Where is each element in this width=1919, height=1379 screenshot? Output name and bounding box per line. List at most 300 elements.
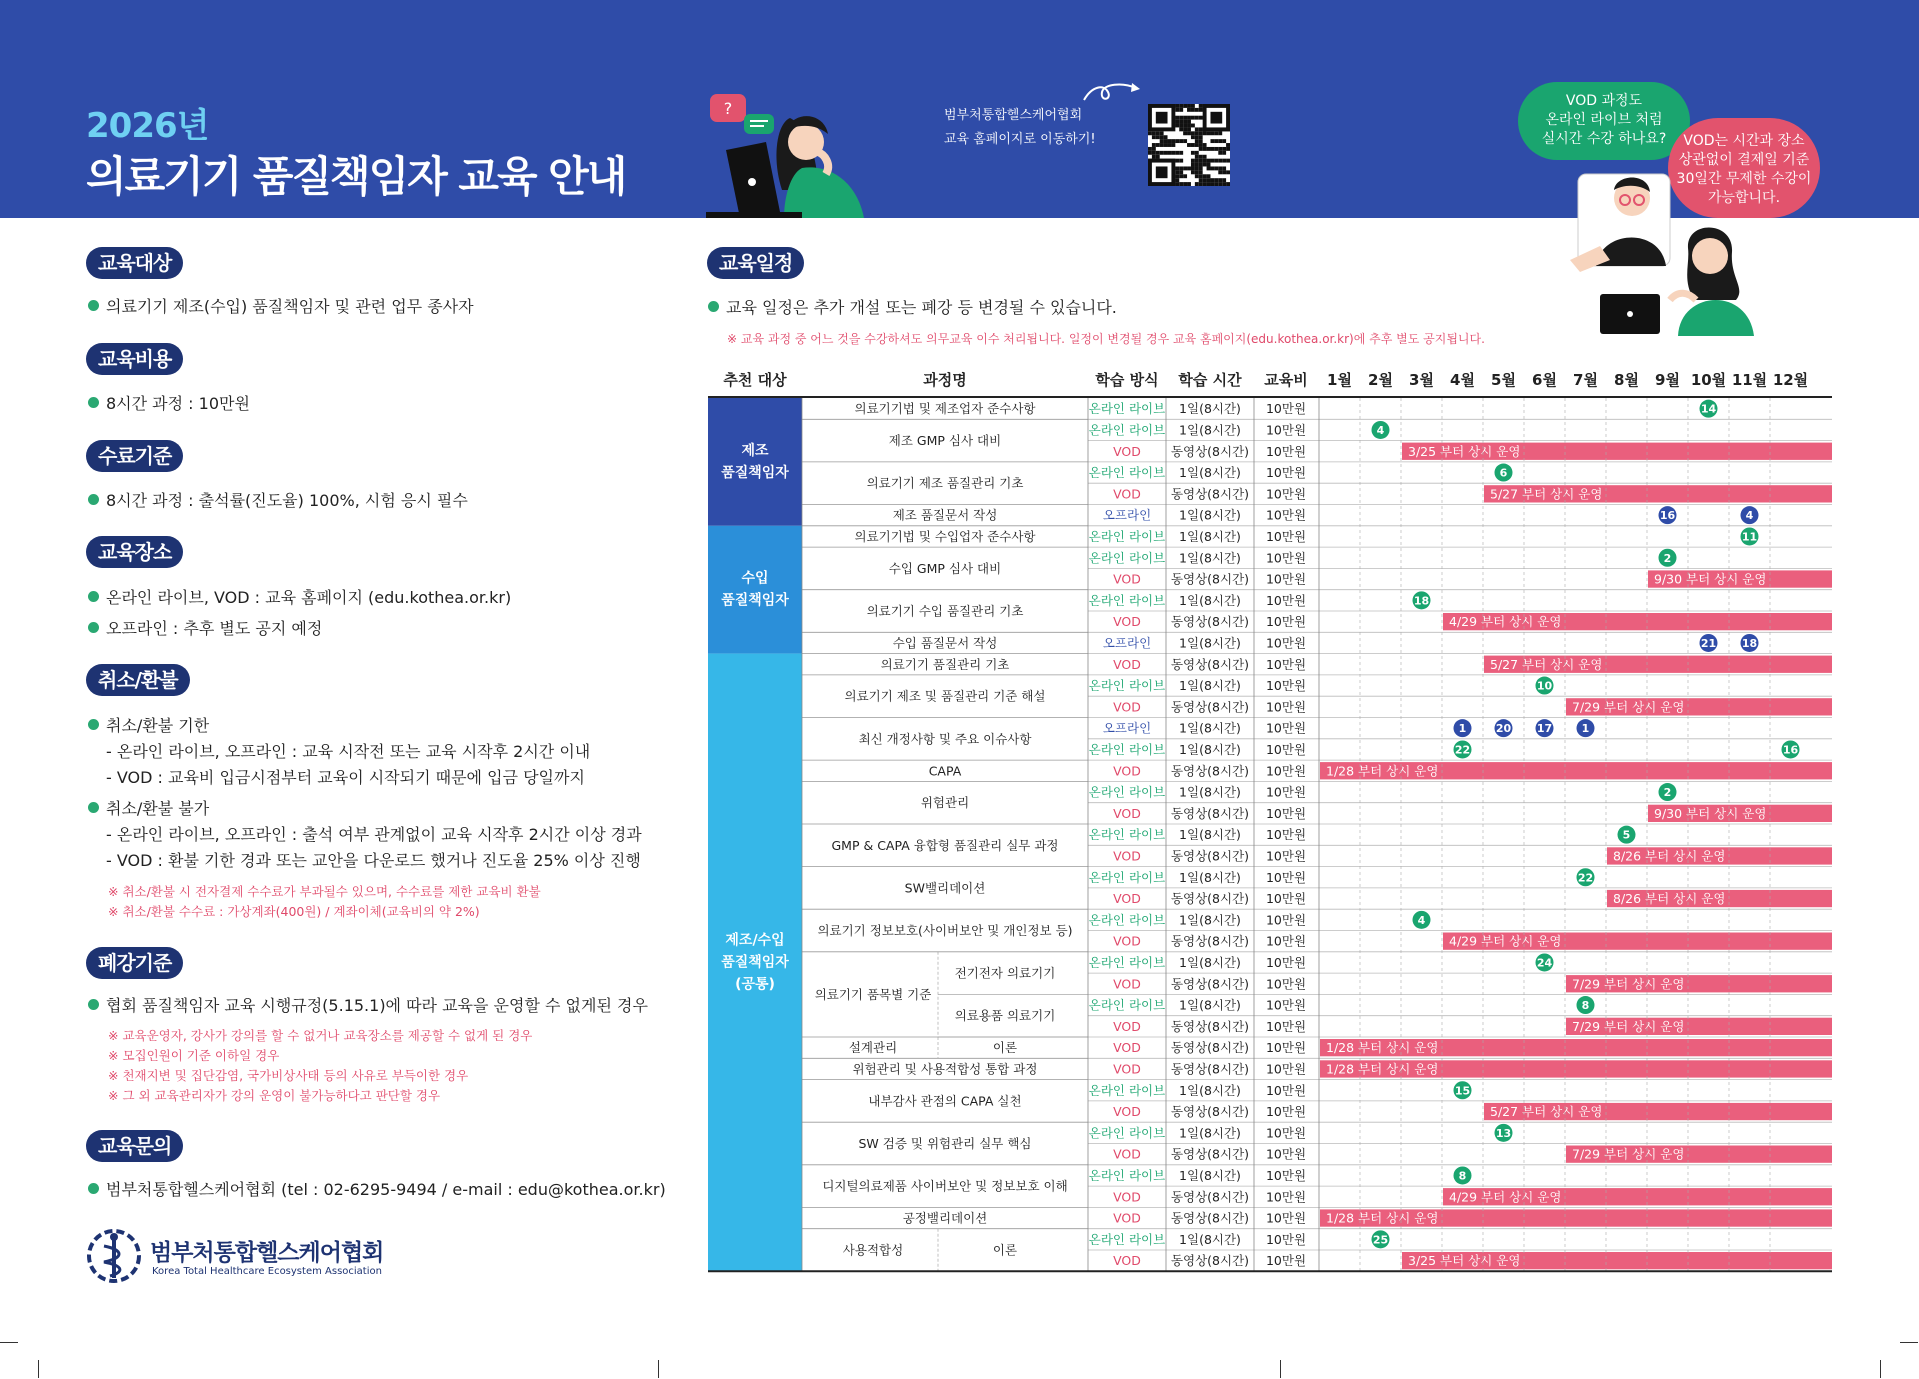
method-cell: 온라인 라이브 [1088, 954, 1166, 970]
time-cell: 1일(8시간) [1179, 912, 1241, 928]
schedule-note: ※ 교육 과정 중 어느 것을 수강하셔도 의무교육 이수 처리됩니다. 일정이 변경될 경우 교육 홈페이지(edu.kothea.or.kr)에 추후 별도 공지됩니다. [727, 332, 1485, 346]
crop-mark [38, 1360, 39, 1378]
svg-text:?: ? [723, 99, 733, 118]
method-cell: 온라인 라이브 [1088, 422, 1166, 438]
fee-cell: 10만원 [1265, 699, 1307, 715]
time-cell: 동영상(8시간) [1170, 1189, 1250, 1205]
schedule-subtitle: 교육 일정은 추가 개설 또는 폐강 등 변경될 수 있습니다. [726, 298, 1117, 317]
session-date-text: 18 [1741, 636, 1758, 650]
vod-availability-label: 4/29 부터 상시 운영 [1449, 614, 1562, 630]
qr-caption-line: 교육 홈페이지로 이동하기! [944, 132, 1096, 147]
time-cell: 동영상(8시간) [1170, 486, 1250, 502]
course-sub-name: 이론 [992, 1242, 1018, 1258]
table-header: 12월 [1772, 371, 1809, 389]
session-date-text: 2 [1663, 786, 1672, 800]
course-name: 의료기기 품목별 기준 [814, 986, 932, 1002]
fee-cell: 10만원 [1265, 486, 1307, 502]
bubble-line: 가능합니다. [1707, 190, 1781, 206]
method-cell: VOD [1113, 848, 1141, 864]
bullet-text [88, 488, 468, 511]
method-cell: VOD [1113, 976, 1141, 992]
target-group-label: 수입 [741, 570, 769, 587]
bullet-text [88, 391, 250, 414]
time-cell: 1일(8시간) [1179, 635, 1241, 651]
time-cell: 동영상(8시간) [1170, 1040, 1250, 1056]
course-name: 의료기기 수입 품질관리 기초 [866, 603, 1024, 619]
schedule-grid [708, 362, 1832, 1277]
table-header: 3월 [1409, 371, 1434, 389]
contact-text: 범부처통합헬스케어협회 (tel : 02-6295-9494 / e-mail : edu@kothea.or.kr) [106, 1180, 666, 1199]
time-cell: 동영상(8시간) [1170, 699, 1250, 715]
method-cell: 온라인 라이브 [1088, 1125, 1166, 1141]
session-date-text: 4 [1417, 913, 1426, 927]
method-cell: VOD [1113, 486, 1141, 502]
people-chatting-illustration [1570, 160, 1830, 336]
time-cell: 동영상(8시간) [1170, 805, 1250, 821]
table-header: 6월 [1532, 371, 1557, 389]
bullet-text [88, 796, 209, 819]
no-refund: 취소/환불 불가 [106, 799, 210, 818]
fee-cell: 10만원 [1265, 443, 1307, 459]
course-name: 제조 품질문서 작성 [892, 507, 998, 523]
fee-cell: 10만원 [1265, 1018, 1307, 1034]
fee-cell: 10만원 [1265, 422, 1307, 438]
bullet-text [88, 993, 648, 1016]
bullet-text [88, 616, 322, 639]
method-cell: VOD [1113, 1146, 1141, 1162]
cancel-note: ※ 그 외 교육관리자가 강의 운영이 불가능하다고 판단할 경우 [108, 1088, 441, 1103]
session-date-text: 8 [1458, 1169, 1467, 1183]
table-header: 11월 [1731, 371, 1768, 389]
target-text: 의료기기 제조(수입) 품질책임자 및 관련 업무 종사자 [106, 297, 474, 316]
venue-offline: 오프라인 : 추후 별도 공지 예정 [106, 619, 323, 638]
fee-cell: 10만원 [1265, 1253, 1307, 1269]
method-cell: VOD [1113, 699, 1141, 715]
method-cell: 온라인 라이브 [1088, 869, 1166, 885]
method-cell: VOD [1113, 1189, 1141, 1205]
bullet-dot [88, 591, 99, 602]
fee-cell: 10만원 [1265, 933, 1307, 949]
crop-mark [658, 1360, 659, 1378]
session-date-text: 22 [1577, 871, 1594, 885]
table-header: 교육비 [1264, 371, 1308, 389]
session-date-text: 1 [1458, 722, 1467, 736]
method-cell: 오프라인 [1102, 635, 1152, 651]
qr-caption [944, 104, 1096, 152]
speech-bubble-question [1518, 82, 1690, 160]
schedule-table [708, 362, 1832, 1277]
time-cell: 동영상(8시간) [1170, 1018, 1250, 1034]
vod-availability-label: 7/29 부터 상시 운영 [1572, 976, 1685, 992]
fee-cell: 10만원 [1265, 571, 1307, 587]
time-cell: 동영상(8시간) [1170, 656, 1250, 672]
section-title-cancel: 폐강기준 [86, 947, 183, 979]
fee-cell: 10만원 [1265, 891, 1307, 907]
fee-cell: 10만원 [1265, 997, 1307, 1013]
course-name: 최신 개정사항 및 주요 이슈사항 [858, 731, 1032, 747]
method-cell: 온라인 라이브 [1088, 784, 1166, 800]
course-name: 의료기기 제조 및 품질관리 기준 해설 [844, 688, 1046, 704]
section-title-refund: 취소/환불 [86, 664, 190, 696]
table-header: 9월 [1655, 371, 1680, 389]
bullet-dot [88, 494, 99, 505]
method-cell: 온라인 라이브 [1088, 678, 1166, 694]
bullet-text [88, 585, 511, 608]
time-cell: 1일(8시간) [1179, 1231, 1241, 1247]
course-name: 의료기기 제조 품질관리 기초 [866, 475, 1024, 491]
session-date-text: 16 [1659, 509, 1676, 523]
session-date-text: 14 [1700, 402, 1717, 416]
fee-cell: 10만원 [1265, 528, 1307, 544]
arrow-swirl-icon [1082, 80, 1142, 104]
method-cell: VOD [1113, 1040, 1141, 1056]
method-cell: VOD [1113, 1210, 1141, 1226]
time-cell: 1일(8시간) [1179, 528, 1241, 544]
method-cell: 온라인 라이브 [1088, 1167, 1166, 1183]
fee-cell: 10만원 [1265, 720, 1307, 736]
fee-cell: 10만원 [1265, 954, 1307, 970]
bullet-dot [708, 301, 719, 312]
method-cell: 온라인 라이브 [1088, 1082, 1166, 1098]
method-cell: 온라인 라이브 [1088, 528, 1166, 544]
target-group-cell [708, 526, 802, 654]
time-cell: 동영상(8시간) [1170, 1104, 1250, 1120]
bubble-line: 온라인 라이브 처럼 [1545, 112, 1663, 128]
method-cell: 오프라인 [1102, 507, 1152, 523]
course-name: 의료기기 정보보호(사이버보안 및 개인정보 등) [817, 923, 1073, 938]
vod-availability-label: 4/29 부터 상시 운영 [1449, 1189, 1562, 1205]
target-group-label: 제조/수입 [725, 932, 785, 949]
section-title-cost: 교육비용 [86, 343, 183, 375]
method-cell: VOD [1113, 614, 1141, 630]
table-header: 8월 [1614, 371, 1639, 389]
time-cell: 1일(8시간) [1179, 401, 1241, 417]
time-cell: 동영상(8시간) [1170, 976, 1250, 992]
course-sub-name: 전기전자 의료기기 [954, 965, 1056, 981]
session-date-text: 11 [1741, 530, 1758, 544]
fee-cell: 10만원 [1265, 1167, 1307, 1183]
time-cell: 동영상(8시간) [1170, 763, 1250, 779]
fee-cell: 10만원 [1265, 656, 1307, 672]
no-refund-detail: - VOD : 환불 기한 경과 또는 교안을 다운로드 했거나 진도율 25% 이상 진행 [106, 851, 641, 870]
method-cell: VOD [1113, 571, 1141, 587]
session-date-text: 22 [1454, 743, 1471, 757]
method-cell: 온라인 라이브 [1088, 1231, 1166, 1247]
fee-cell: 10만원 [1265, 401, 1307, 417]
fee-cell: 10만원 [1265, 1125, 1307, 1141]
bubble-line: 상관없이 결제일 기준 [1678, 152, 1810, 168]
method-cell: 온라인 라이브 [1088, 997, 1166, 1013]
time-cell: 동영상(8시간) [1170, 1253, 1250, 1269]
cancel-note: ※ 교육운영자, 강사가 강의를 할 수 없거나 교육장소를 제공할 수 없게 된 경우 [108, 1028, 533, 1043]
method-cell: VOD [1113, 763, 1141, 779]
session-date-text: 6 [1499, 466, 1508, 480]
vod-availability-label: 1/28 부터 상시 운영 [1326, 1210, 1439, 1226]
section-title-completion: 수료기준 [86, 440, 183, 472]
vod-availability-label: 7/29 부터 상시 운영 [1572, 699, 1685, 715]
course-name: 수입 GMP 심사 대비 [888, 560, 1002, 576]
session-date-text: 8 [1581, 999, 1590, 1013]
time-cell: 동영상(8시간) [1170, 1210, 1250, 1226]
vod-availability-label: 9/30 부터 상시 운영 [1654, 805, 1767, 821]
course-name: 설계관리 [848, 1040, 898, 1056]
method-cell: VOD [1113, 805, 1141, 821]
fee-cell: 10만원 [1265, 805, 1307, 821]
method-cell: 온라인 라이브 [1088, 912, 1166, 928]
refund-deadline-detail: - 온라인 라이브, 오프라인 : 교육 시작전 또는 교육 시작후 2시간 이내 [106, 742, 591, 761]
time-cell: 1일(8시간) [1179, 741, 1241, 757]
method-cell: 온라인 라이브 [1088, 465, 1166, 481]
bullet-dot [88, 999, 99, 1010]
refund-deadline: 취소/환불 기한 [106, 716, 210, 735]
fee-cell: 10만원 [1265, 1082, 1307, 1098]
time-cell: 동영상(8시간) [1170, 443, 1250, 459]
fee-cell: 10만원 [1265, 635, 1307, 651]
course-name: 디지털의료제품 사이버보안 및 정보보호 이해 [822, 1178, 1068, 1194]
fee-cell: 10만원 [1265, 784, 1307, 800]
method-cell: 온라인 라이브 [1088, 827, 1166, 843]
time-cell: 동영상(8시간) [1170, 933, 1250, 949]
bullet-text [88, 1177, 666, 1200]
course-name: 수입 품질문서 작성 [892, 635, 998, 651]
method-cell: VOD [1113, 1104, 1141, 1120]
time-cell: 1일(8시간) [1179, 784, 1241, 800]
target-group-label: 품질책임자 [721, 592, 789, 609]
session-date-text: 24 [1536, 956, 1553, 970]
time-cell: 1일(8시간) [1179, 550, 1241, 566]
vod-availability-label: 1/28 부터 상시 운영 [1326, 1040, 1439, 1056]
method-cell: 온라인 라이브 [1088, 741, 1166, 757]
venue-online: 온라인 라이브, VOD : 교육 홈페이지 (edu.kothea.or.kr) [106, 588, 512, 607]
bullet-dot [88, 719, 99, 730]
session-date-text: 4 [1376, 423, 1385, 437]
cost-text: 8시간 과정 : 10만원 [106, 394, 250, 413]
session-date-text: 2 [1663, 551, 1672, 565]
method-cell: 온라인 라이브 [1088, 550, 1166, 566]
time-cell: 1일(8시간) [1179, 827, 1241, 843]
time-cell: 1일(8시간) [1179, 678, 1241, 694]
vod-availability-label: 5/27 부터 상시 운영 [1490, 1104, 1603, 1120]
method-cell: 온라인 라이브 [1088, 401, 1166, 417]
bullet-text [708, 295, 1117, 318]
bullet-dot [88, 802, 99, 813]
fee-cell: 10만원 [1265, 1104, 1307, 1120]
fee-cell: 10만원 [1265, 827, 1307, 843]
time-cell: 1일(8시간) [1179, 720, 1241, 736]
time-cell: 1일(8시간) [1179, 869, 1241, 885]
fee-cell: 10만원 [1265, 912, 1307, 928]
course-name: 의료기기법 및 수입업자 준수사항 [854, 528, 1036, 544]
table-header: 1월 [1327, 371, 1352, 389]
bubble-line: 30일간 무제한 수강이 [1676, 171, 1812, 187]
target-group-label: 품질책임자 [721, 464, 789, 481]
course-name: SW밸리데이션 [904, 880, 986, 896]
fee-cell: 10만원 [1265, 592, 1307, 608]
year-label: 2026년 [86, 106, 209, 146]
bullet-text [88, 294, 474, 317]
vod-availability-label: 4/29 부터 상시 운영 [1449, 933, 1562, 949]
table-header: 2월 [1368, 371, 1393, 389]
time-cell: 1일(8시간) [1179, 1167, 1241, 1183]
bubble-line: VOD 과정도 [1565, 93, 1643, 109]
course-name: 내부감사 관점의 CAPA 실천 [868, 1093, 1022, 1109]
crop-mark [1880, 1360, 1881, 1378]
session-date-text: 16 [1782, 743, 1799, 757]
session-date-text: 13 [1495, 1126, 1512, 1140]
fee-cell: 10만원 [1265, 869, 1307, 885]
fee-cell: 10만원 [1265, 1231, 1307, 1247]
method-cell: VOD [1113, 1253, 1141, 1269]
session-date-text: 21 [1700, 636, 1717, 650]
time-cell: 1일(8시간) [1179, 1082, 1241, 1098]
bubble-line: VOD는 시간과 장소 [1683, 133, 1805, 149]
fee-cell: 10만원 [1265, 1189, 1307, 1205]
session-date-text: 25 [1372, 1233, 1389, 1247]
section-title-venue: 교육장소 [86, 536, 183, 568]
vod-availability-label: 1/28 부터 상시 운영 [1326, 1061, 1439, 1077]
course-name: 사용적합성 [842, 1242, 904, 1258]
vod-availability-label: 8/26 부터 상시 운영 [1613, 891, 1726, 907]
course-sub-name: 의료용품 의료기기 [954, 1008, 1056, 1024]
course-name: 위험관리 및 사용적합성 통합 과정 [852, 1061, 1038, 1077]
fee-cell: 10만원 [1265, 1210, 1307, 1226]
session-date-text: 15 [1454, 1084, 1471, 1098]
fee-cell: 10만원 [1265, 1061, 1307, 1077]
table-header: 학습 시간 [1178, 371, 1242, 389]
course-name: 제조 GMP 심사 대비 [888, 433, 1002, 449]
crop-mark [0, 1342, 18, 1343]
refund-note: ※ 취소/환불 수수료 : 가상계좌(400원) / 계좌이체(교육비의 약 2%) [108, 904, 480, 919]
method-cell: VOD [1113, 933, 1141, 949]
target-group-cell [708, 398, 802, 526]
qr-caption-line: 범부처통합헬스케어협회 [944, 108, 1083, 123]
fee-cell: 10만원 [1265, 1146, 1307, 1162]
time-cell: 동영상(8시간) [1170, 1061, 1250, 1077]
completion-text: 8시간 과정 : 출석률(진도율) 100%, 시험 응시 필수 [106, 491, 468, 510]
time-cell: 동영상(8시간) [1170, 571, 1250, 587]
course-name: 공정밸리데이션 [902, 1210, 988, 1226]
session-date-text: 18 [1413, 594, 1430, 608]
session-date-text: 5 [1622, 828, 1631, 842]
cancel-note: ※ 모집인원이 기준 이하일 경우 [108, 1048, 280, 1063]
method-cell: 온라인 라이브 [1088, 592, 1166, 608]
fee-cell: 10만원 [1265, 507, 1307, 523]
course-name: 의료기기 품질관리 기초 [880, 656, 1010, 672]
vod-availability-label: 9/30 부터 상시 운영 [1654, 571, 1767, 587]
method-cell: 오프라인 [1102, 720, 1152, 736]
time-cell: 1일(8시간) [1179, 1125, 1241, 1141]
table-header: 추천 대상 [723, 371, 787, 389]
bullet-dot [88, 397, 99, 408]
course-name: SW 검증 및 위험관리 실무 핵심 [858, 1136, 1032, 1151]
fee-cell: 10만원 [1265, 465, 1307, 481]
logo-name-korean: 범부처통합헬스케어협회 [150, 1240, 384, 1266]
section-title-schedule: 교육일정 [707, 247, 804, 279]
section-title-contact: 교육문의 [86, 1130, 183, 1162]
fee-cell: 10만원 [1265, 976, 1307, 992]
time-cell: 동영상(8시간) [1170, 891, 1250, 907]
time-cell: 동영상(8시간) [1170, 848, 1250, 864]
section-title-target: 교육대상 [86, 247, 183, 279]
target-group-label: 제조 [741, 442, 769, 459]
vod-availability-label: 3/25 부터 상시 운영 [1408, 443, 1521, 459]
fee-cell: 10만원 [1265, 1040, 1307, 1056]
bullet-text [88, 713, 209, 736]
course-name: 위험관리 [920, 795, 970, 811]
table-header: 과정명 [923, 371, 967, 389]
session-date-text: 20 [1495, 722, 1512, 736]
no-refund-detail: - 온라인 라이브, 오프라인 : 출석 여부 관계없이 교육 시작후 2시간 이상 경과 [106, 825, 642, 844]
refund-note: ※ 취소/환불 시 전자결제 수수료가 부과될수 있으며, 수수료를 제한 교육비 환불 [108, 884, 541, 899]
time-cell: 1일(8시간) [1179, 465, 1241, 481]
fee-cell: 10만원 [1265, 763, 1307, 779]
vod-availability-label: 7/29 부터 상시 운영 [1572, 1018, 1685, 1034]
cancel-note: ※ 천재지변 및 집단감염, 국가비상사태 등의 사유로 부득이한 경우 [108, 1068, 469, 1083]
method-cell: VOD [1113, 443, 1141, 459]
method-cell: VOD [1113, 1018, 1141, 1034]
time-cell: 동영상(8시간) [1170, 614, 1250, 630]
qr-code[interactable] [1148, 104, 1230, 186]
bullet-dot [88, 300, 99, 311]
course-name: GMP & CAPA 융합형 품질관리 실무 과정 [831, 837, 1059, 853]
session-date-text: 1 [1581, 722, 1590, 736]
table-header: 4월 [1450, 371, 1475, 389]
time-cell: 1일(8시간) [1179, 954, 1241, 970]
vod-availability-label: 3/25 부터 상시 운영 [1408, 1253, 1521, 1269]
crop-mark [1900, 1342, 1918, 1343]
association-logo [86, 1228, 396, 1284]
method-cell: VOD [1113, 891, 1141, 907]
cancel-text: 협회 품질책임자 교육 시행규정(5.15.1)에 따라 교육을 운영할 수 없게된 경우 [106, 996, 648, 1015]
session-date-text: 17 [1536, 722, 1553, 736]
course-sub-name: 이론 [992, 1040, 1018, 1056]
time-cell: 1일(8시간) [1179, 997, 1241, 1013]
time-cell: 동영상(8시간) [1170, 1146, 1250, 1162]
table-header: 5월 [1491, 371, 1516, 389]
fee-cell: 10만원 [1265, 678, 1307, 694]
page-title: 의료기기 품질책임자 교육 안내 [86, 152, 626, 201]
method-cell: VOD [1113, 1061, 1141, 1077]
session-date-text: 10 [1536, 679, 1553, 693]
course-name: 의료기기법 및 제조업자 준수사항 [854, 401, 1036, 417]
bullet-dot [88, 622, 99, 633]
vod-availability-label: 5/27 부터 상시 운영 [1490, 656, 1603, 672]
fee-cell: 10만원 [1265, 848, 1307, 864]
vod-availability-label: 1/28 부터 상시 운영 [1326, 763, 1439, 779]
course-name: CAPA [928, 763, 962, 779]
fee-cell: 10만원 [1265, 550, 1307, 566]
time-cell: 1일(8시간) [1179, 507, 1241, 523]
session-date-text: 4 [1745, 509, 1754, 523]
logo-name-english: Korea Total Healthcare Ecosystem Association [152, 1266, 382, 1277]
crop-mark [1280, 1360, 1281, 1378]
table-header: 7월 [1573, 371, 1598, 389]
time-cell: 1일(8시간) [1179, 592, 1241, 608]
bubble-line: 실시간 수강 하나요? [1541, 131, 1667, 147]
woman-laptop-illustration [706, 94, 916, 218]
table-header: 학습 방식 [1095, 371, 1159, 389]
vod-availability-label: 8/26 부터 상시 운영 [1613, 848, 1726, 864]
refund-deadline-detail: - VOD : 교육비 입금시점부터 교육이 시작되기 때문에 입금 당일까지 [106, 768, 585, 787]
bullet-dot [88, 1183, 99, 1194]
table-header: 10월 [1690, 371, 1727, 389]
target-group-label: (공통) [735, 976, 775, 993]
caduceus-logo-icon [86, 1228, 142, 1284]
method-cell: VOD [1113, 656, 1141, 672]
fee-cell: 10만원 [1265, 741, 1307, 757]
vod-availability-label: 5/27 부터 상시 운영 [1490, 486, 1603, 502]
target-group-label: 품질책임자 [721, 954, 789, 971]
